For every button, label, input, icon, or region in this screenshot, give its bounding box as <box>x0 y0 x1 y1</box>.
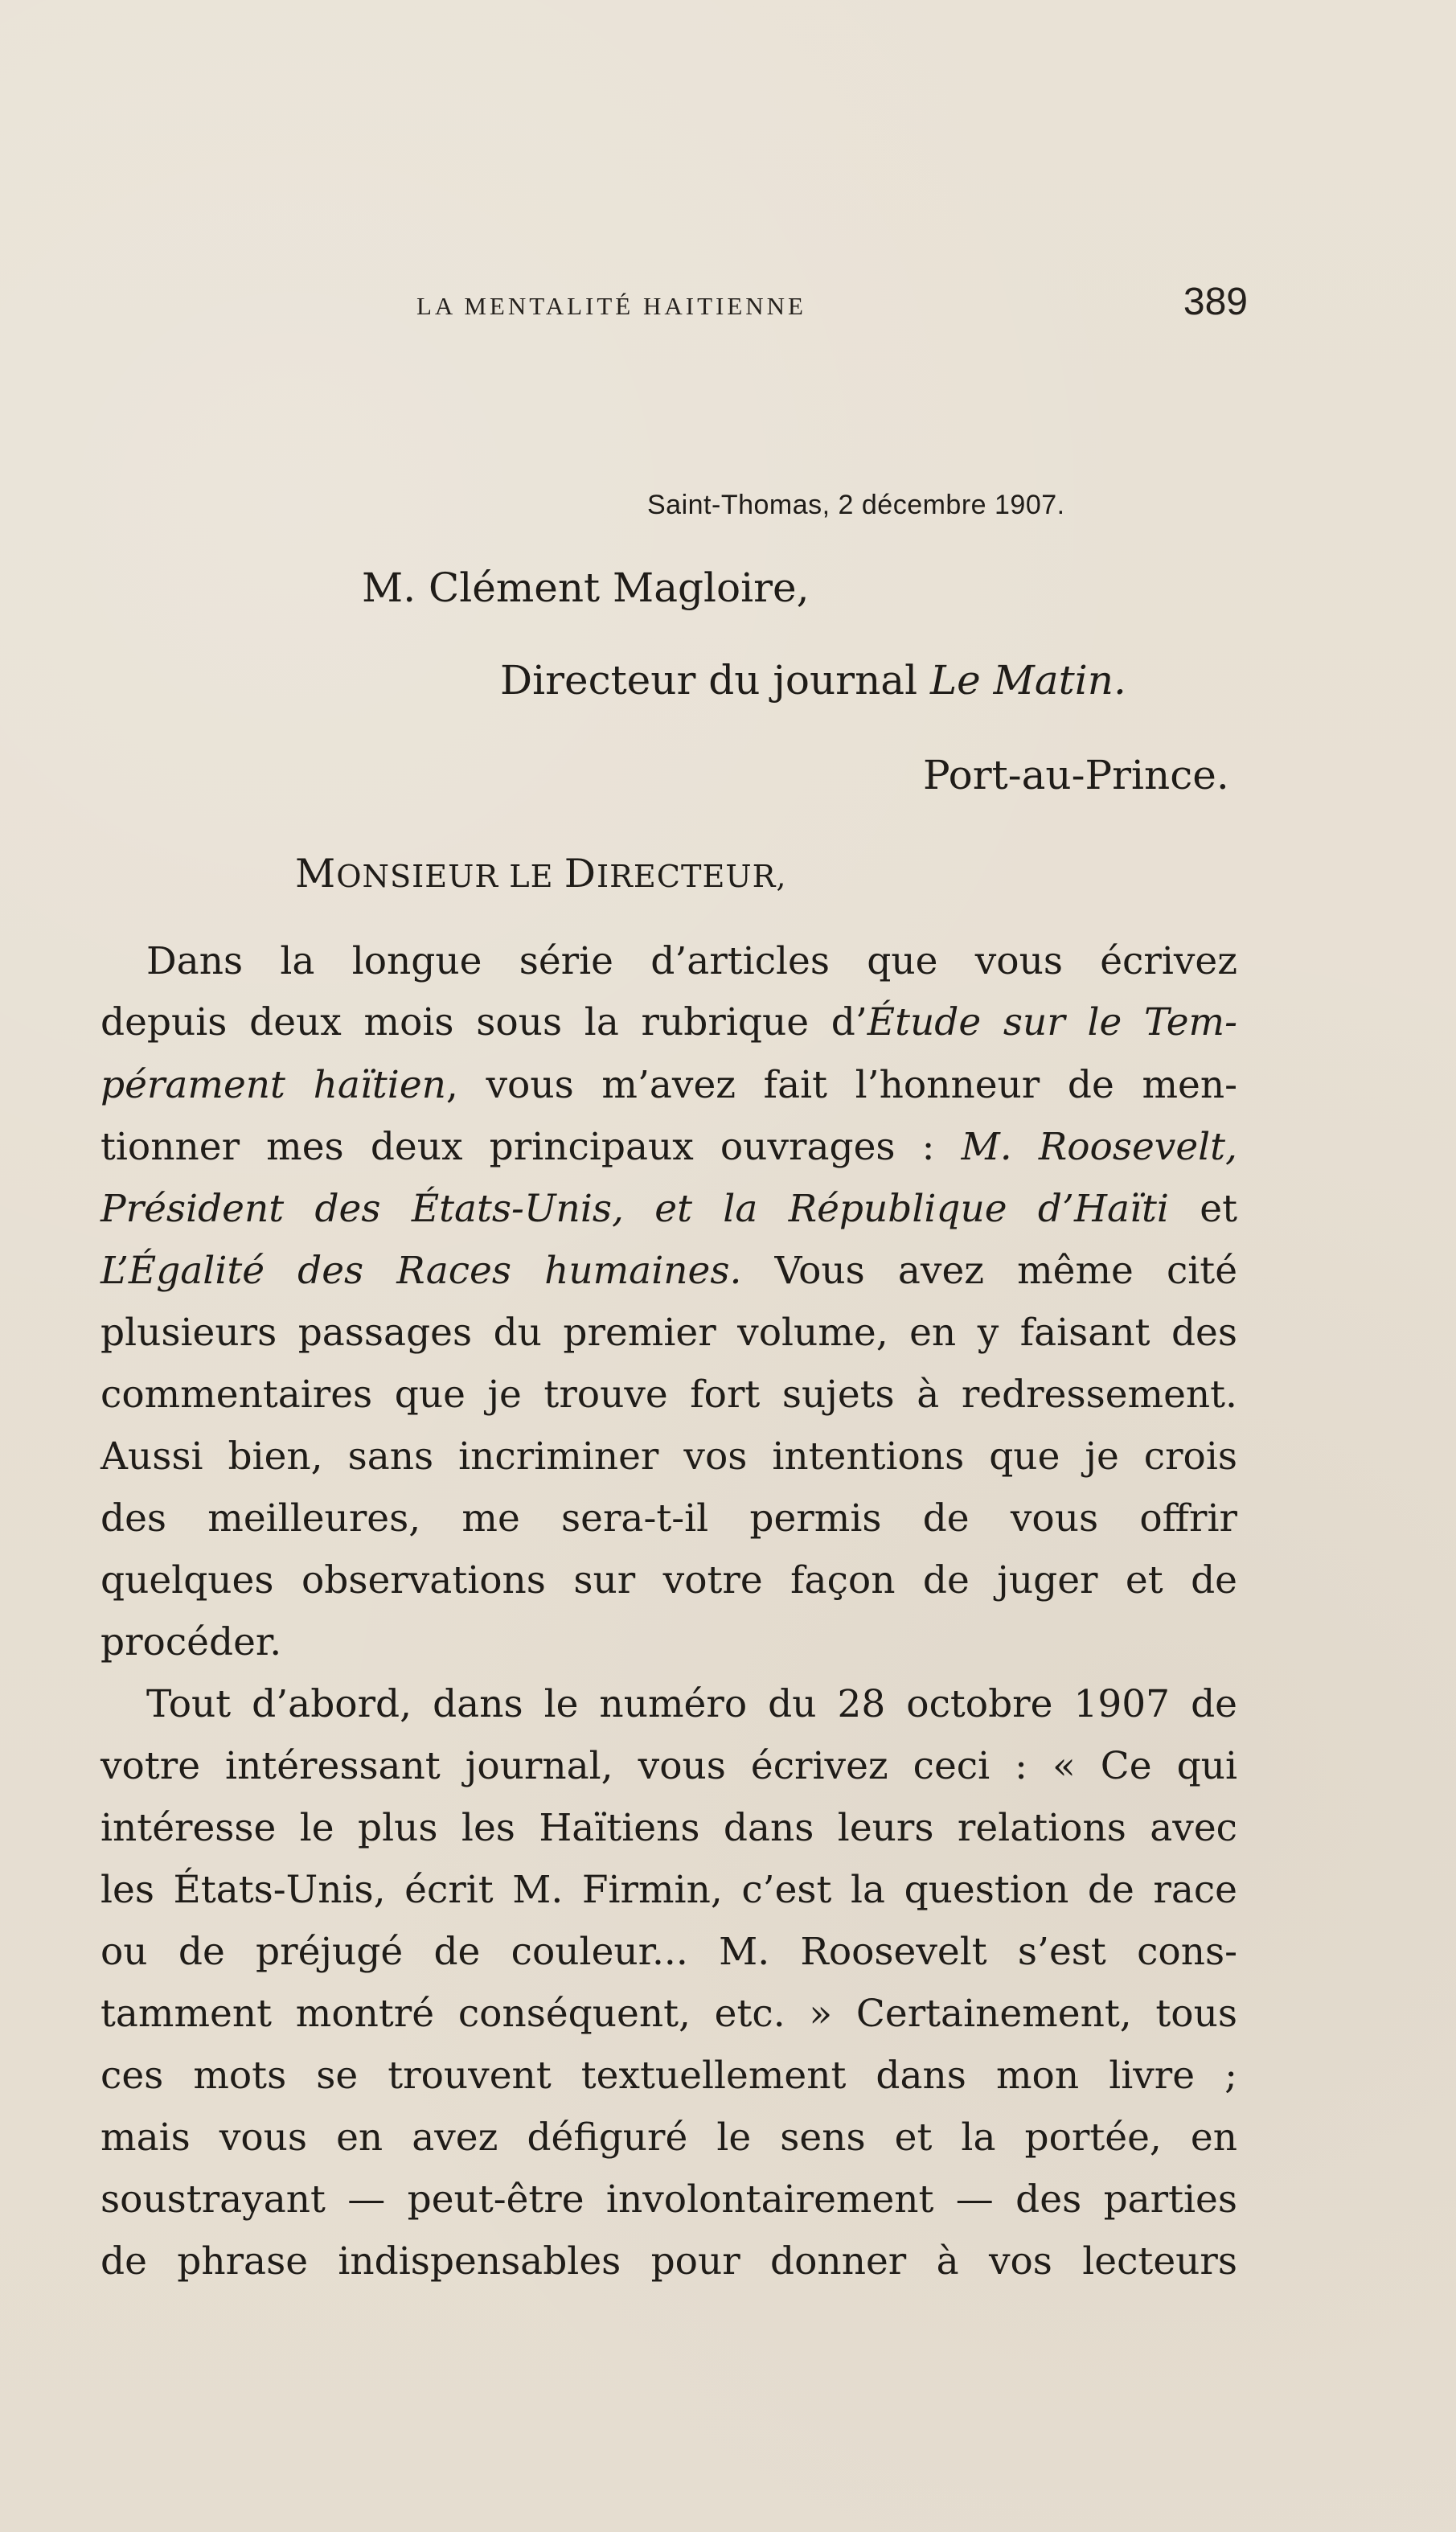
text-segment: Vous avez même cité <box>741 1249 1238 1293</box>
paragraph-2-line-9: soustrayant — peut-être involontairement — des parties <box>100 2177 1237 2222</box>
letter-place: Port-au-Prince. <box>923 752 1229 798</box>
italic-title: pérament haïtien <box>100 1063 446 1107</box>
paragraph-2-line-7: ces mots se trouvent textuellement dans mon livre ; <box>100 2054 1237 2098</box>
role-prefix: Directeur du journal <box>500 657 930 704</box>
paragraph-2-line-5: ou de préjugé de couleur... M. Roosevelt s’est cons- <box>100 1930 1237 1974</box>
running-head: LA MENTALITÉ HAITIENNE <box>416 292 806 320</box>
paragraph-2-line-1: Tout d’abord, dans le numéro du 28 octobre 1907 de <box>146 1682 1237 1726</box>
salutation-onsieur: ONSIEUR <box>336 860 499 895</box>
paragraph-1-line-7: plusieurs passages du premier volume, en y faisant des <box>100 1311 1237 1355</box>
paragraph-2-line-3: intéresse le plus les Haïtiens dans leurs relations avec <box>100 1806 1237 1850</box>
paragraph-2-line-2: votre intéressant journal, vous écrivez ceci : « Ce qui <box>100 1744 1237 1788</box>
letter-recipient-role <box>500 657 1126 704</box>
page-header <box>416 280 1248 323</box>
paragraph-1-line-8: commentaires que je trouve fort sujets à redressement. <box>100 1373 1237 1417</box>
paragraph-2-line-4: les États-Unis, écrit M. Firmin, c’est la question de race <box>100 1868 1237 1912</box>
paragraph-1-line-4 <box>100 1126 1237 1168</box>
italic-title: L’Égalité des Races humaines. <box>100 1249 742 1293</box>
salutation-m: M <box>295 851 337 897</box>
paragraph-1-line-9: Aussi bien, sans incriminer vos intentions que je crois <box>100 1434 1237 1479</box>
page-number: 389 <box>1183 281 1248 323</box>
text-segment: et <box>1168 1187 1237 1231</box>
salutation-irecteur: IRECTEUR, <box>597 860 787 895</box>
paragraph-1-line-5 <box>100 1188 1237 1230</box>
paragraph-1-line-12: procéder. <box>100 1620 282 1664</box>
paragraph-2-line-6: tamment montré conséquent, etc. » Certainement, tous <box>100 1992 1237 2036</box>
letter-dateline: Saint-Thomas, 2 décembre 1907. <box>647 490 1065 520</box>
italic-title: Président des États-Unis, et la République d’Haïti <box>100 1187 1169 1231</box>
paragraph-1-line-3 <box>100 1065 1237 1106</box>
text-segment: depuis deux mois sous la rubrique d’ <box>100 1000 867 1044</box>
journal-title: Le Matin. <box>929 657 1126 704</box>
salutation-d: D <box>564 851 597 897</box>
paragraph-1-line-11: quelques observations sur votre façon de juger et de <box>100 1558 1237 1603</box>
text-segment: , vous m’avez fait l’honneur de men- <box>445 1063 1237 1107</box>
salutation-le: LE <box>498 860 564 895</box>
paragraph-1-line-2 <box>100 1002 1237 1044</box>
text-segment: tionner mes deux principaux ouvrages : <box>100 1125 962 1169</box>
paragraph-1-line-6 <box>100 1250 1237 1292</box>
letter-salutation <box>295 851 787 897</box>
letter-recipient: M. Clément Magloire, <box>362 564 810 611</box>
italic-title: M. Roosevelt, <box>961 1125 1237 1169</box>
paragraph-2-line-8: mais vous en avez défiguré le sens et la portée, en <box>100 2115 1237 2160</box>
paragraph-2-line-10: de phrase indispensables pour donner à vos lecteurs <box>100 2239 1237 2284</box>
italic-title: Étude sur le Tem- <box>867 1000 1237 1044</box>
paragraph-1-line-1: Dans la longue série d’articles que vous écrivez <box>146 939 1237 983</box>
paragraph-1-line-10: des meilleures, me sera-t-il permis de vous offrir <box>100 1496 1237 1541</box>
